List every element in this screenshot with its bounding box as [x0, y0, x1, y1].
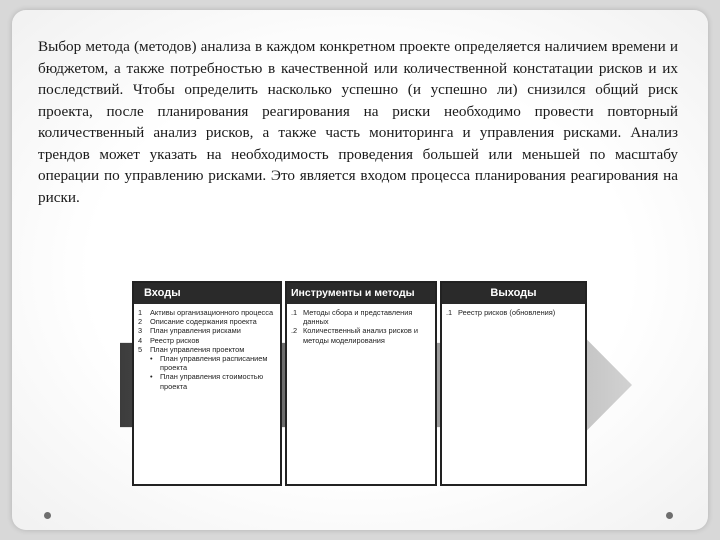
list-item: [138, 354, 276, 372]
list-item-number: .1: [446, 308, 453, 317]
corner-dot-right: [666, 512, 673, 519]
body-paragraph: Выбор метода (методов) анализа в каждом конкретном проекте определяется наличием времени и бюджетом, а также потребностью в качественной или количественной констатации рисков и их последствий. Чтобы определить насколько успешно (и успешно ли) снизился общий риск проекта, после планирования реагирования на риски необходимо провести повторный количественный анализ рисков, а также часть мониторинга и управления рисками. Анализ трендов может указать на необходимость проведения большей или меньшей по масштабу операции по управлению рисками. Это является входом процесса планирования реагирования на риски.: [38, 38, 678, 206]
list-item-text: План управления стоимостью проекта: [160, 372, 264, 391]
inputs-box: [132, 281, 282, 486]
list-item: [138, 336, 276, 345]
list-item-text: Активы организационного процесса: [150, 308, 274, 317]
list-item: [291, 308, 431, 326]
list-item: [138, 345, 276, 354]
outputs-list: [442, 304, 585, 317]
list-item-text: Описание содержания проекта: [150, 317, 257, 327]
inputs-list: [134, 304, 280, 391]
list-item-number: 2: [138, 317, 143, 327]
list-item-number: •: [150, 354, 153, 364]
list-item-text: Реестр рисков: [150, 335, 200, 345]
list-item-text: Методы сбора и представления данных: [303, 308, 413, 327]
outputs-box: [440, 281, 587, 486]
list-item-number: 3: [138, 326, 143, 336]
tools-box: [285, 281, 437, 486]
list-item: [138, 326, 276, 335]
tools-title: Инструменты и методы: [287, 283, 435, 304]
list-item-number: 5: [138, 344, 143, 354]
list-item: [446, 308, 581, 317]
list-item: [138, 308, 276, 317]
list-item: [138, 372, 276, 390]
list-item-number: .2: [291, 326, 298, 336]
list-item-text: Количественный анализ рисков и методы моделирования: [303, 326, 418, 345]
list-item-text: План управления проектом: [150, 344, 245, 354]
list-item-number: 4: [138, 335, 143, 345]
list-item-text: План управления расписанием проекта: [160, 354, 268, 373]
list-item: [291, 326, 431, 344]
list-item-number: 1: [138, 308, 143, 317]
list-item: [138, 317, 276, 326]
process-diagram: [120, 273, 632, 495]
list-item-number: •: [150, 372, 153, 382]
list-item-number: .1: [291, 308, 298, 317]
tools-list: [287, 304, 435, 345]
inputs-title: Входы: [134, 283, 280, 304]
slide: [12, 10, 708, 530]
outputs-title: Выходы: [442, 283, 585, 304]
list-item-text: Реестр рисков (обновления): [458, 308, 556, 317]
list-item-text: План управления рисками: [150, 326, 241, 336]
corner-dot-left: [44, 512, 51, 519]
